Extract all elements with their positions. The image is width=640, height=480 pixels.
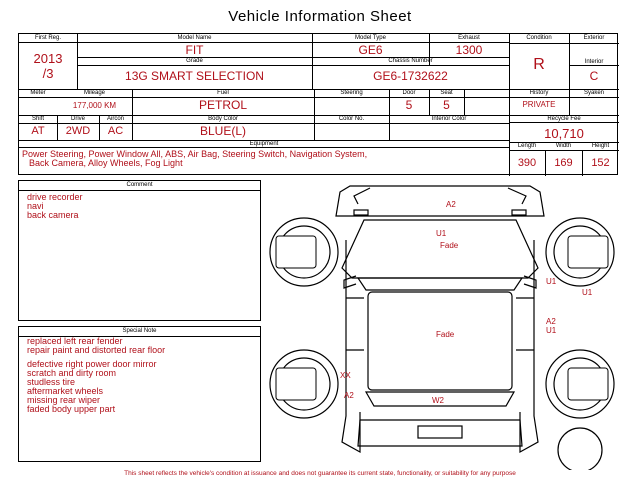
grade-label: Grade [186, 58, 203, 64]
aircon-label: Aircon [106, 116, 124, 122]
fuel-label: Fuel [217, 90, 229, 96]
mileage-value: 177,000 KM [72, 101, 117, 110]
special-note-line-1: replaced left rear fender [27, 336, 123, 346]
mark-a2-left-rear: A2 [344, 391, 354, 400]
shift-label: Shift [31, 116, 44, 122]
grade-value: 13G SMART SELECTION [125, 69, 264, 83]
mark-u1-front: U1 [436, 229, 447, 238]
width-value: 169 [554, 157, 573, 169]
first-reg-year: 2013 [33, 51, 63, 66]
special-note-label: Special Note [19, 327, 260, 337]
mark-xx-left: XX [340, 371, 351, 380]
mark-a2-right: A2 [546, 317, 556, 326]
mark-u1-right-side: U1 [582, 288, 593, 297]
seat-value: 5 [443, 98, 450, 112]
shift-value: AT [31, 125, 45, 137]
history-label: History [529, 90, 549, 96]
drive-value: 2WD [65, 125, 91, 137]
model-type-value: GE6 [358, 43, 383, 57]
steering-label: Steering [340, 90, 363, 96]
comment-line-3: back camera [27, 210, 79, 220]
history-value: PRIVATE [522, 100, 556, 109]
height-value: 152 [591, 157, 610, 169]
equipment-line-2: Back Camera, Alloy Wheels, Fog Light [29, 158, 183, 168]
special-note-line-2: repair paint and distorted rear floor [27, 345, 166, 355]
exhaust-label: Exhaust [458, 35, 480, 41]
door-value: 5 [405, 98, 413, 112]
mark-fade-hood: Fade [440, 241, 459, 250]
special-note-line-6: aftermarket wheels [27, 386, 104, 396]
comment-box [18, 180, 261, 321]
disclaimer-footer: This sheet reflects the vehicle's condition at issuance and does not guarantee its current state, functionality, or suitability for any purpose [124, 470, 516, 477]
syaken-label: Syaken [583, 90, 604, 96]
meter-label: Meter [30, 90, 46, 96]
left-side-outline [342, 240, 360, 452]
car-damage-diagram [268, 180, 620, 470]
interior-color-label: Interior Color [431, 116, 467, 122]
condition-label: Condition [526, 35, 552, 41]
rear-bumper-outline [358, 420, 522, 446]
comment-line-2: navi [27, 201, 44, 211]
special-note-line-5: studless tire [27, 377, 76, 387]
special-note-line-4: scratch and dirty room [27, 368, 117, 378]
condition-value: R [533, 56, 545, 73]
height-label: Height [591, 143, 610, 149]
model-name-label: Model Name [177, 35, 212, 41]
mark-a2-front: A2 [446, 200, 456, 209]
comment-label: Comment [19, 181, 260, 191]
right-side-outline [520, 240, 538, 452]
special-note-line-3: defective right power door mirror [27, 359, 157, 369]
roof-outline [368, 292, 512, 390]
vehicle-info-table [18, 33, 618, 175]
mileage-label: Mileage [83, 90, 105, 96]
comment-line-1: drive recorder [27, 192, 83, 202]
length-value: 390 [517, 157, 537, 169]
recycle-fee-label: Recycle Fee [547, 116, 581, 122]
mark-w2-rear: W2 [432, 396, 444, 405]
seat-label: Seat [440, 90, 453, 96]
sheet-title: Vehicle Information Sheet [228, 8, 412, 25]
body-color-label: Body Color [208, 116, 238, 122]
color-no-label: Color No. [338, 116, 365, 122]
door-label: Door [402, 90, 416, 96]
first-reg-month: /3 [42, 66, 54, 81]
model-name-value: FIT [185, 43, 204, 57]
chassis-number-value: GE6-1732622 [373, 69, 448, 83]
special-note-line-7: missing rear wiper [27, 395, 101, 405]
special-note-box [18, 326, 261, 462]
mark-u1-right: U1 [546, 277, 557, 286]
spare-wheel [558, 428, 602, 470]
length-label: Length [517, 143, 537, 149]
mark-u1-right-rear: U1 [546, 326, 557, 335]
recycle-fee-value: 10,710 [544, 126, 584, 141]
aircon-value: AC [107, 125, 124, 137]
drive-label: Drive [70, 116, 85, 122]
equipment-line-1: Power Steering, Power Window All, ABS, Air Bag, Steering Switch, Navigation System, [22, 149, 368, 159]
body-color-value: BLUE(L) [199, 124, 246, 138]
special-note-line-8: faded body upper part [27, 404, 116, 414]
fuel-value: PETROL [198, 98, 247, 112]
exterior-label: Exterior [583, 35, 605, 41]
exhaust-value: 1300 [455, 43, 483, 57]
interior-value: C [589, 69, 599, 83]
interior-label: Interior [584, 59, 604, 65]
equipment-label: Equipment [249, 141, 279, 147]
mark-fade-roof: Fade [436, 330, 455, 339]
model-type-label: Model Type [355, 35, 386, 41]
chassis-number-label: Chassis Number [388, 58, 433, 64]
windshield-outline [358, 278, 522, 290]
width-label: Width [555, 143, 572, 149]
first-reg-label: First Reg. [34, 35, 61, 41]
